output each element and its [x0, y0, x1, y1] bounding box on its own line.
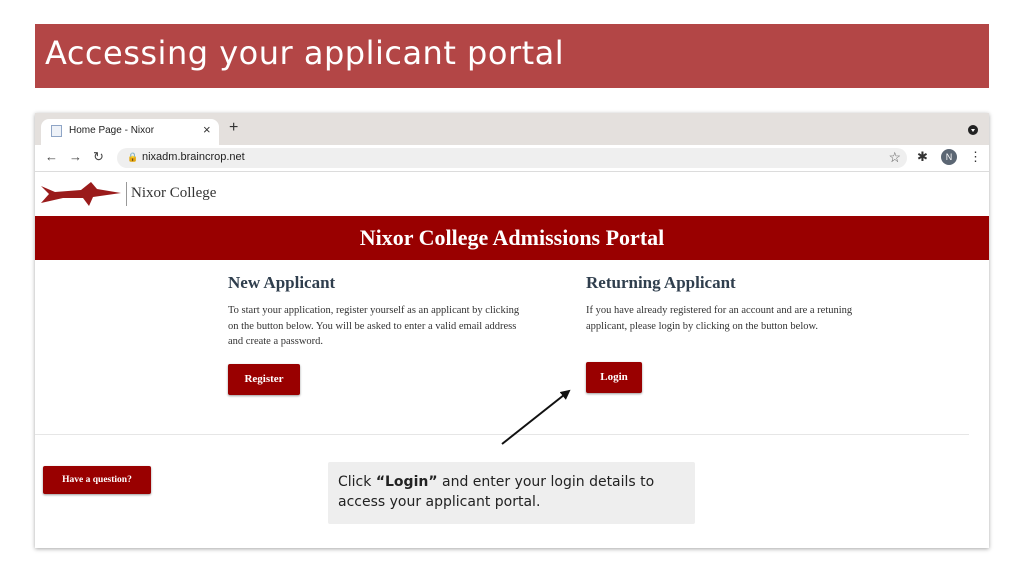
- have-a-question-button[interactable]: Have a question?: [43, 466, 151, 494]
- instruction-callout: [328, 462, 695, 524]
- new-applicant-section: [228, 273, 548, 385]
- star-icon[interactable]: ☆: [888, 149, 901, 165]
- browser-tab[interactable]: [41, 119, 219, 145]
- college-name: Nixor College: [131, 185, 217, 201]
- callout-text: [338, 472, 688, 512]
- callout-emphasis: “Login”: [375, 474, 438, 490]
- returning-applicant-section: [586, 273, 906, 383]
- avatar[interactable]: N: [941, 149, 957, 165]
- slide-title-banner: [35, 24, 989, 88]
- favicon-icon: [51, 125, 62, 137]
- url-text: nixadm.braincrop.net: [142, 151, 245, 163]
- login-button[interactable]: Login: [586, 362, 642, 393]
- returning-applicant-heading: Returning Applicant: [586, 273, 736, 292]
- new-applicant-text: To start your application, register yourself as an applicant by clicking on the button below. You will be asked to enter a valid email address and create a password.: [228, 305, 520, 347]
- menu-icon[interactable]: ⋮: [969, 149, 982, 164]
- register-button[interactable]: Register: [228, 364, 300, 395]
- portal-banner: [35, 216, 989, 260]
- puzzle-icon[interactable]: ✱: [917, 149, 928, 164]
- tab-title: Home Page - Nixor: [69, 125, 155, 136]
- content-divider: [35, 434, 969, 435]
- address-bar[interactable]: [117, 148, 907, 168]
- reload-icon[interactable]: ↻: [93, 149, 104, 164]
- callout-prefix: Click: [338, 474, 376, 490]
- returning-applicant-text: If you have already registered for an account and are a retuning applicant, please login by clicking on the button below.: [586, 305, 853, 332]
- slide-title: Accessing your applicant portal: [45, 34, 565, 72]
- callout-suffix: and enter your login details to access your applicant portal.: [338, 474, 655, 510]
- back-icon[interactable]: ←: [45, 149, 58, 164]
- tab-search-icon[interactable]: [968, 125, 978, 135]
- tab-close-icon[interactable]: ×: [203, 122, 211, 137]
- new-applicant-heading: New Applicant: [228, 273, 336, 292]
- forward-icon[interactable]: →: [69, 149, 82, 164]
- lock-icon: 🔒: [127, 152, 139, 162]
- site-header: [35, 172, 989, 216]
- shark-logo-icon[interactable]: [41, 177, 123, 211]
- logo-divider: [126, 182, 127, 206]
- tab-bar: [35, 113, 989, 145]
- browser-toolbar: [35, 145, 989, 172]
- new-tab-button[interactable]: +: [229, 119, 239, 136]
- portal-title: Nixor College Admissions Portal: [359, 225, 665, 250]
